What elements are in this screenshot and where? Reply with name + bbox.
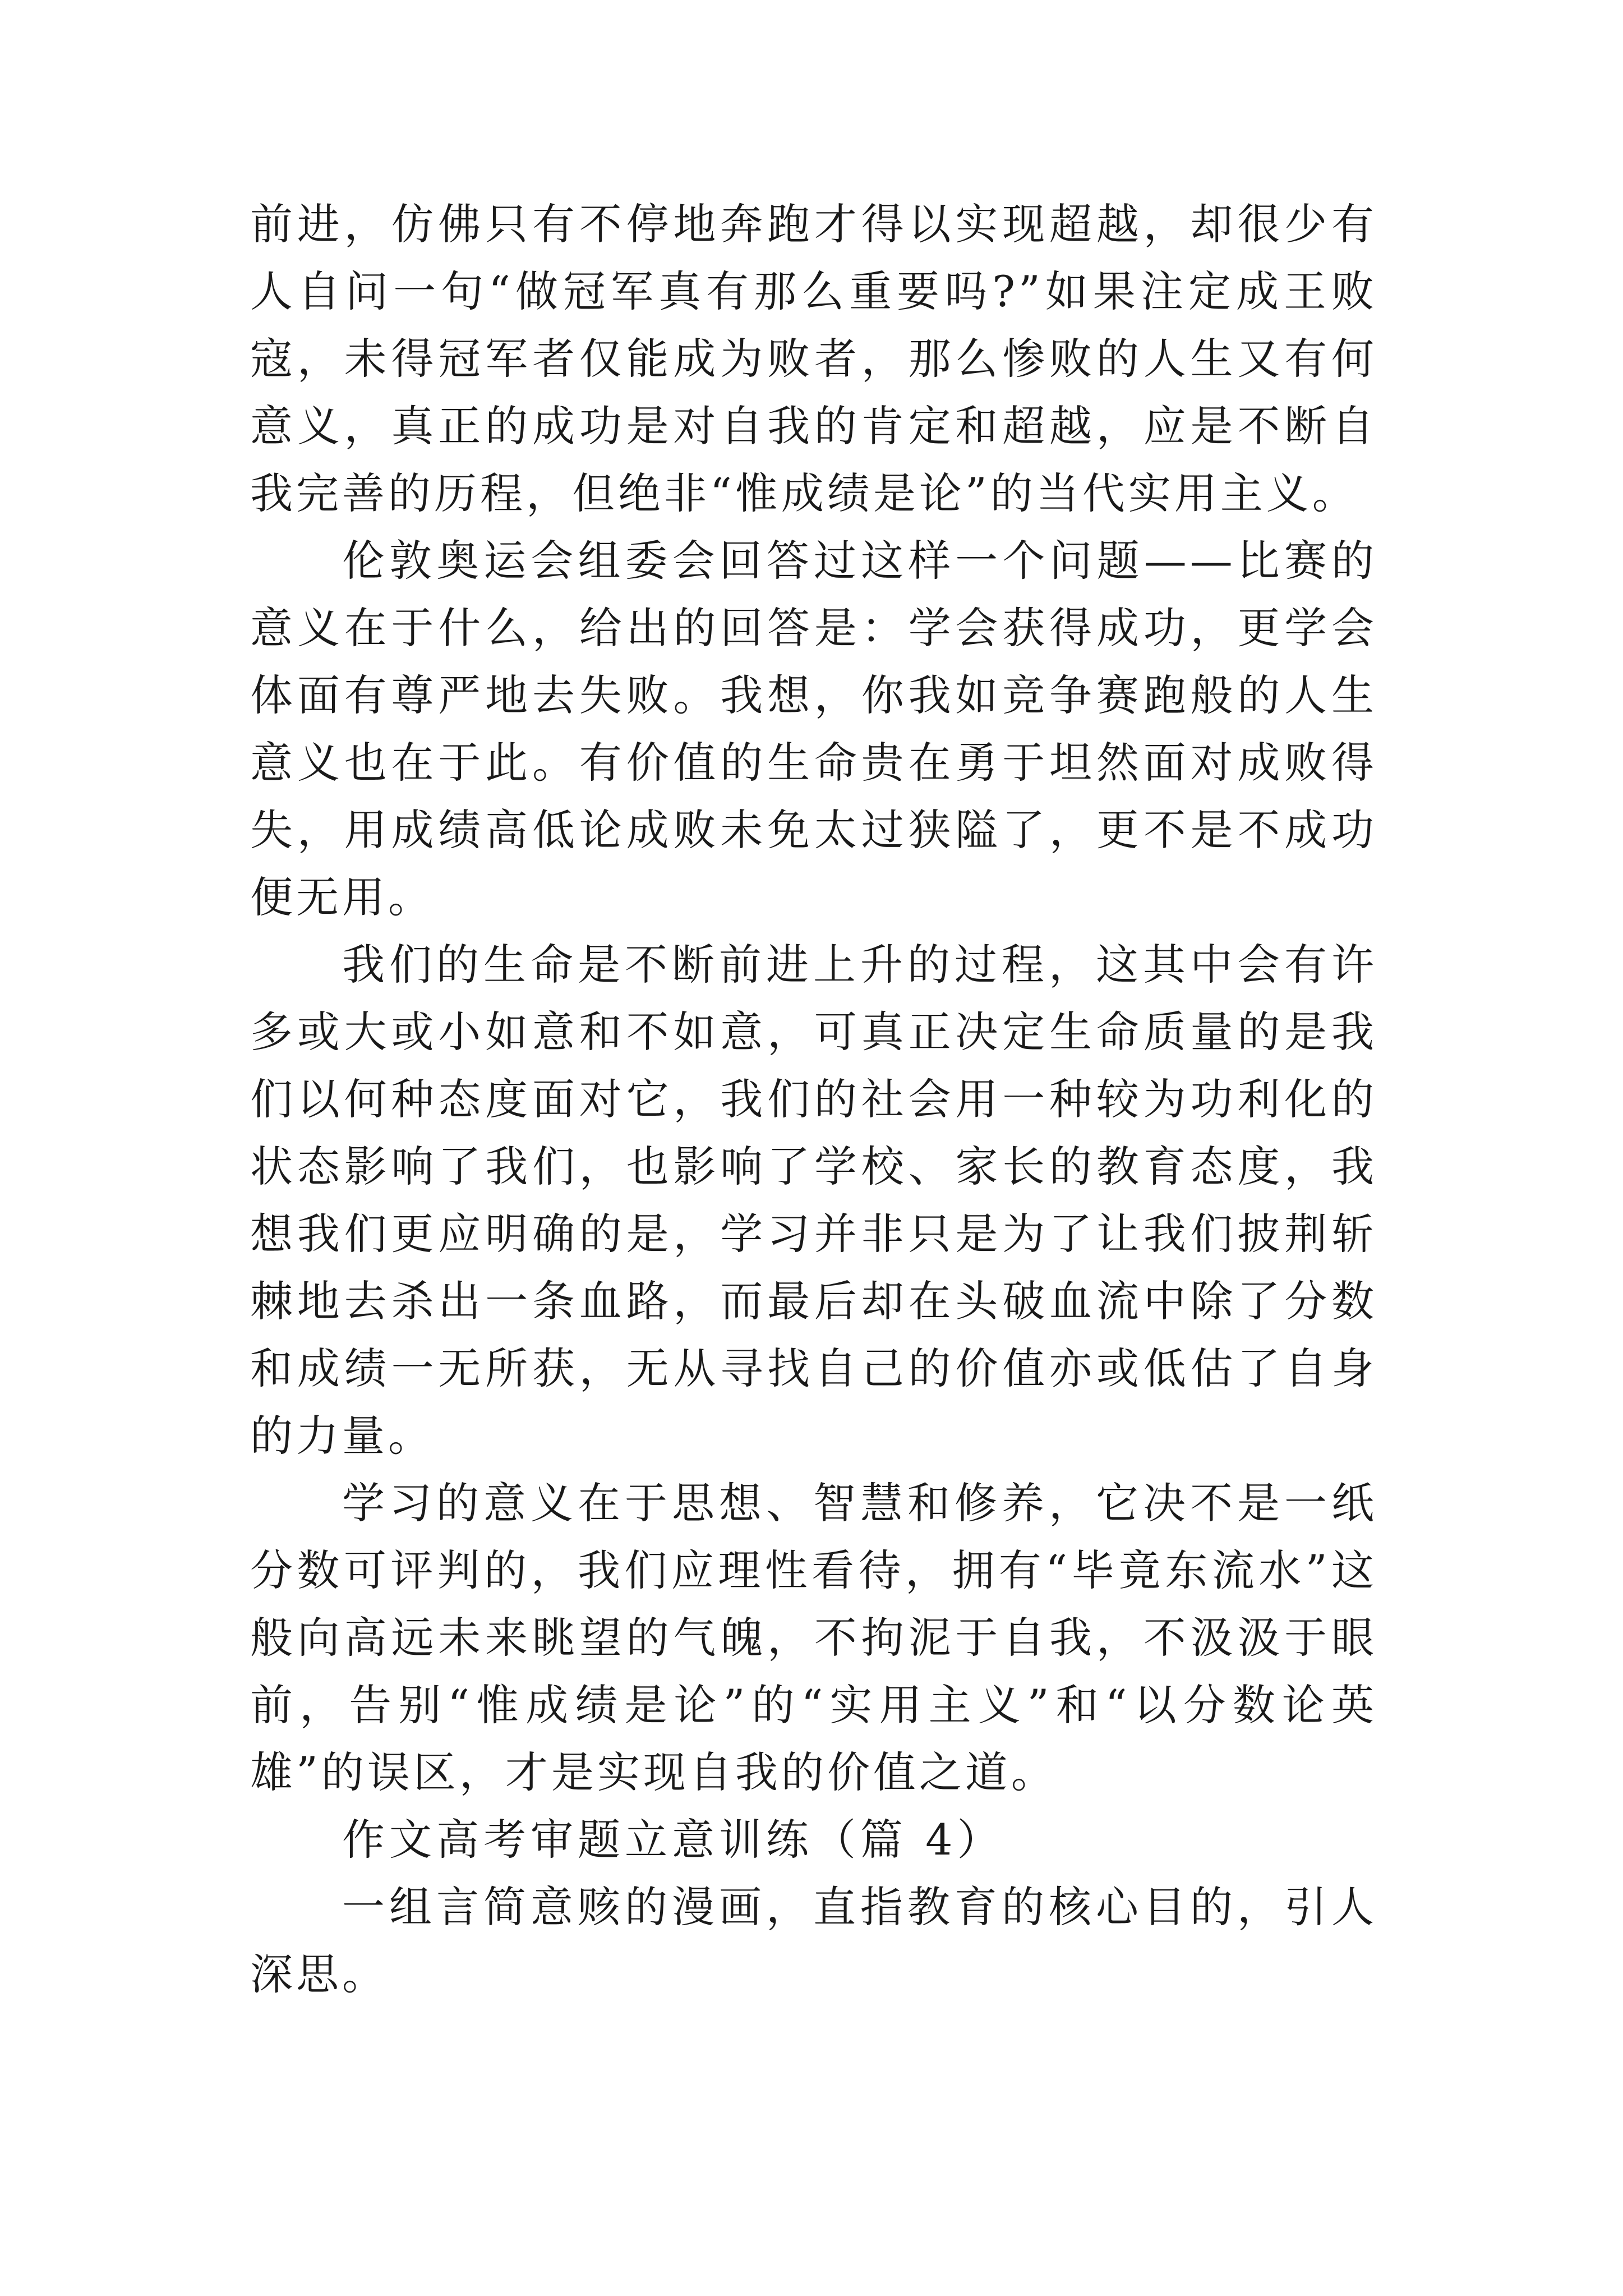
paragraph-4: 学习的意义在于思想、智慧和修养，它决不是一纸分数可评判的，我们应理性看待，拥有“毕竟东流水”这般向高远未来眺望的气魄，不拘泥于自我，不汲汲于眼前，告别“惟成绩是论”的“实用主义”和“以分数论英雄”的误区，才是实现自我的价值之道。 xyxy=(250,1478,1377,1797)
section-heading: 作文高考审题立意训练（篇 4） xyxy=(342,1815,1004,1865)
paragraph-2: 伦敦奥运会组委会回答过这样一个问题——比赛的意义在于什么，给出的回答是：学会获得成功，更学会体面有尊严地去失败。我想，你我如竞争赛跑般的人生意义也在于此。有价值的生命贵在勇于坦然面对成败得失，用成绩高低论成败未免太过狭隘了，更不是不成功便无用。 xyxy=(250,536,1377,922)
paragraph-1: 前进，仿佛只有不停地奔跑才得以实现超越，却很少有人自问一句“做冠军真有那么重要吗?”如果注定成王败寇，未得冠军者仅能成为败者，那么惨败的人生又有何意义，真正的成功是对自我的肯定和超越，应是不断自我完善的历程，但绝非“惟成绩是论”的当代实用主义。 xyxy=(250,199,1377,518)
paragraph-3: 我们的生命是不断前进上升的过程，这其中会有许多或大或小如意和不如意，可真正决定生命质量的是我们以何种态度面对它，我们的社会用一种较为功利化的状态影响了我们，也影响了学校、家长的教育态度，我想我们更应明确的是，学习并非只是为了让我们披荆斩棘地去杀出一条血路，而最后却在头破血流中除了分数和成绩一无所获，无从寻找自己的价值亦或低估了自身的力量。 xyxy=(250,940,1377,1461)
document-body xyxy=(250,191,1377,2008)
paragraph-5: 一组言简意赅的漫画，直指教育的核心目的，引人深思。 xyxy=(250,1882,1377,1999)
